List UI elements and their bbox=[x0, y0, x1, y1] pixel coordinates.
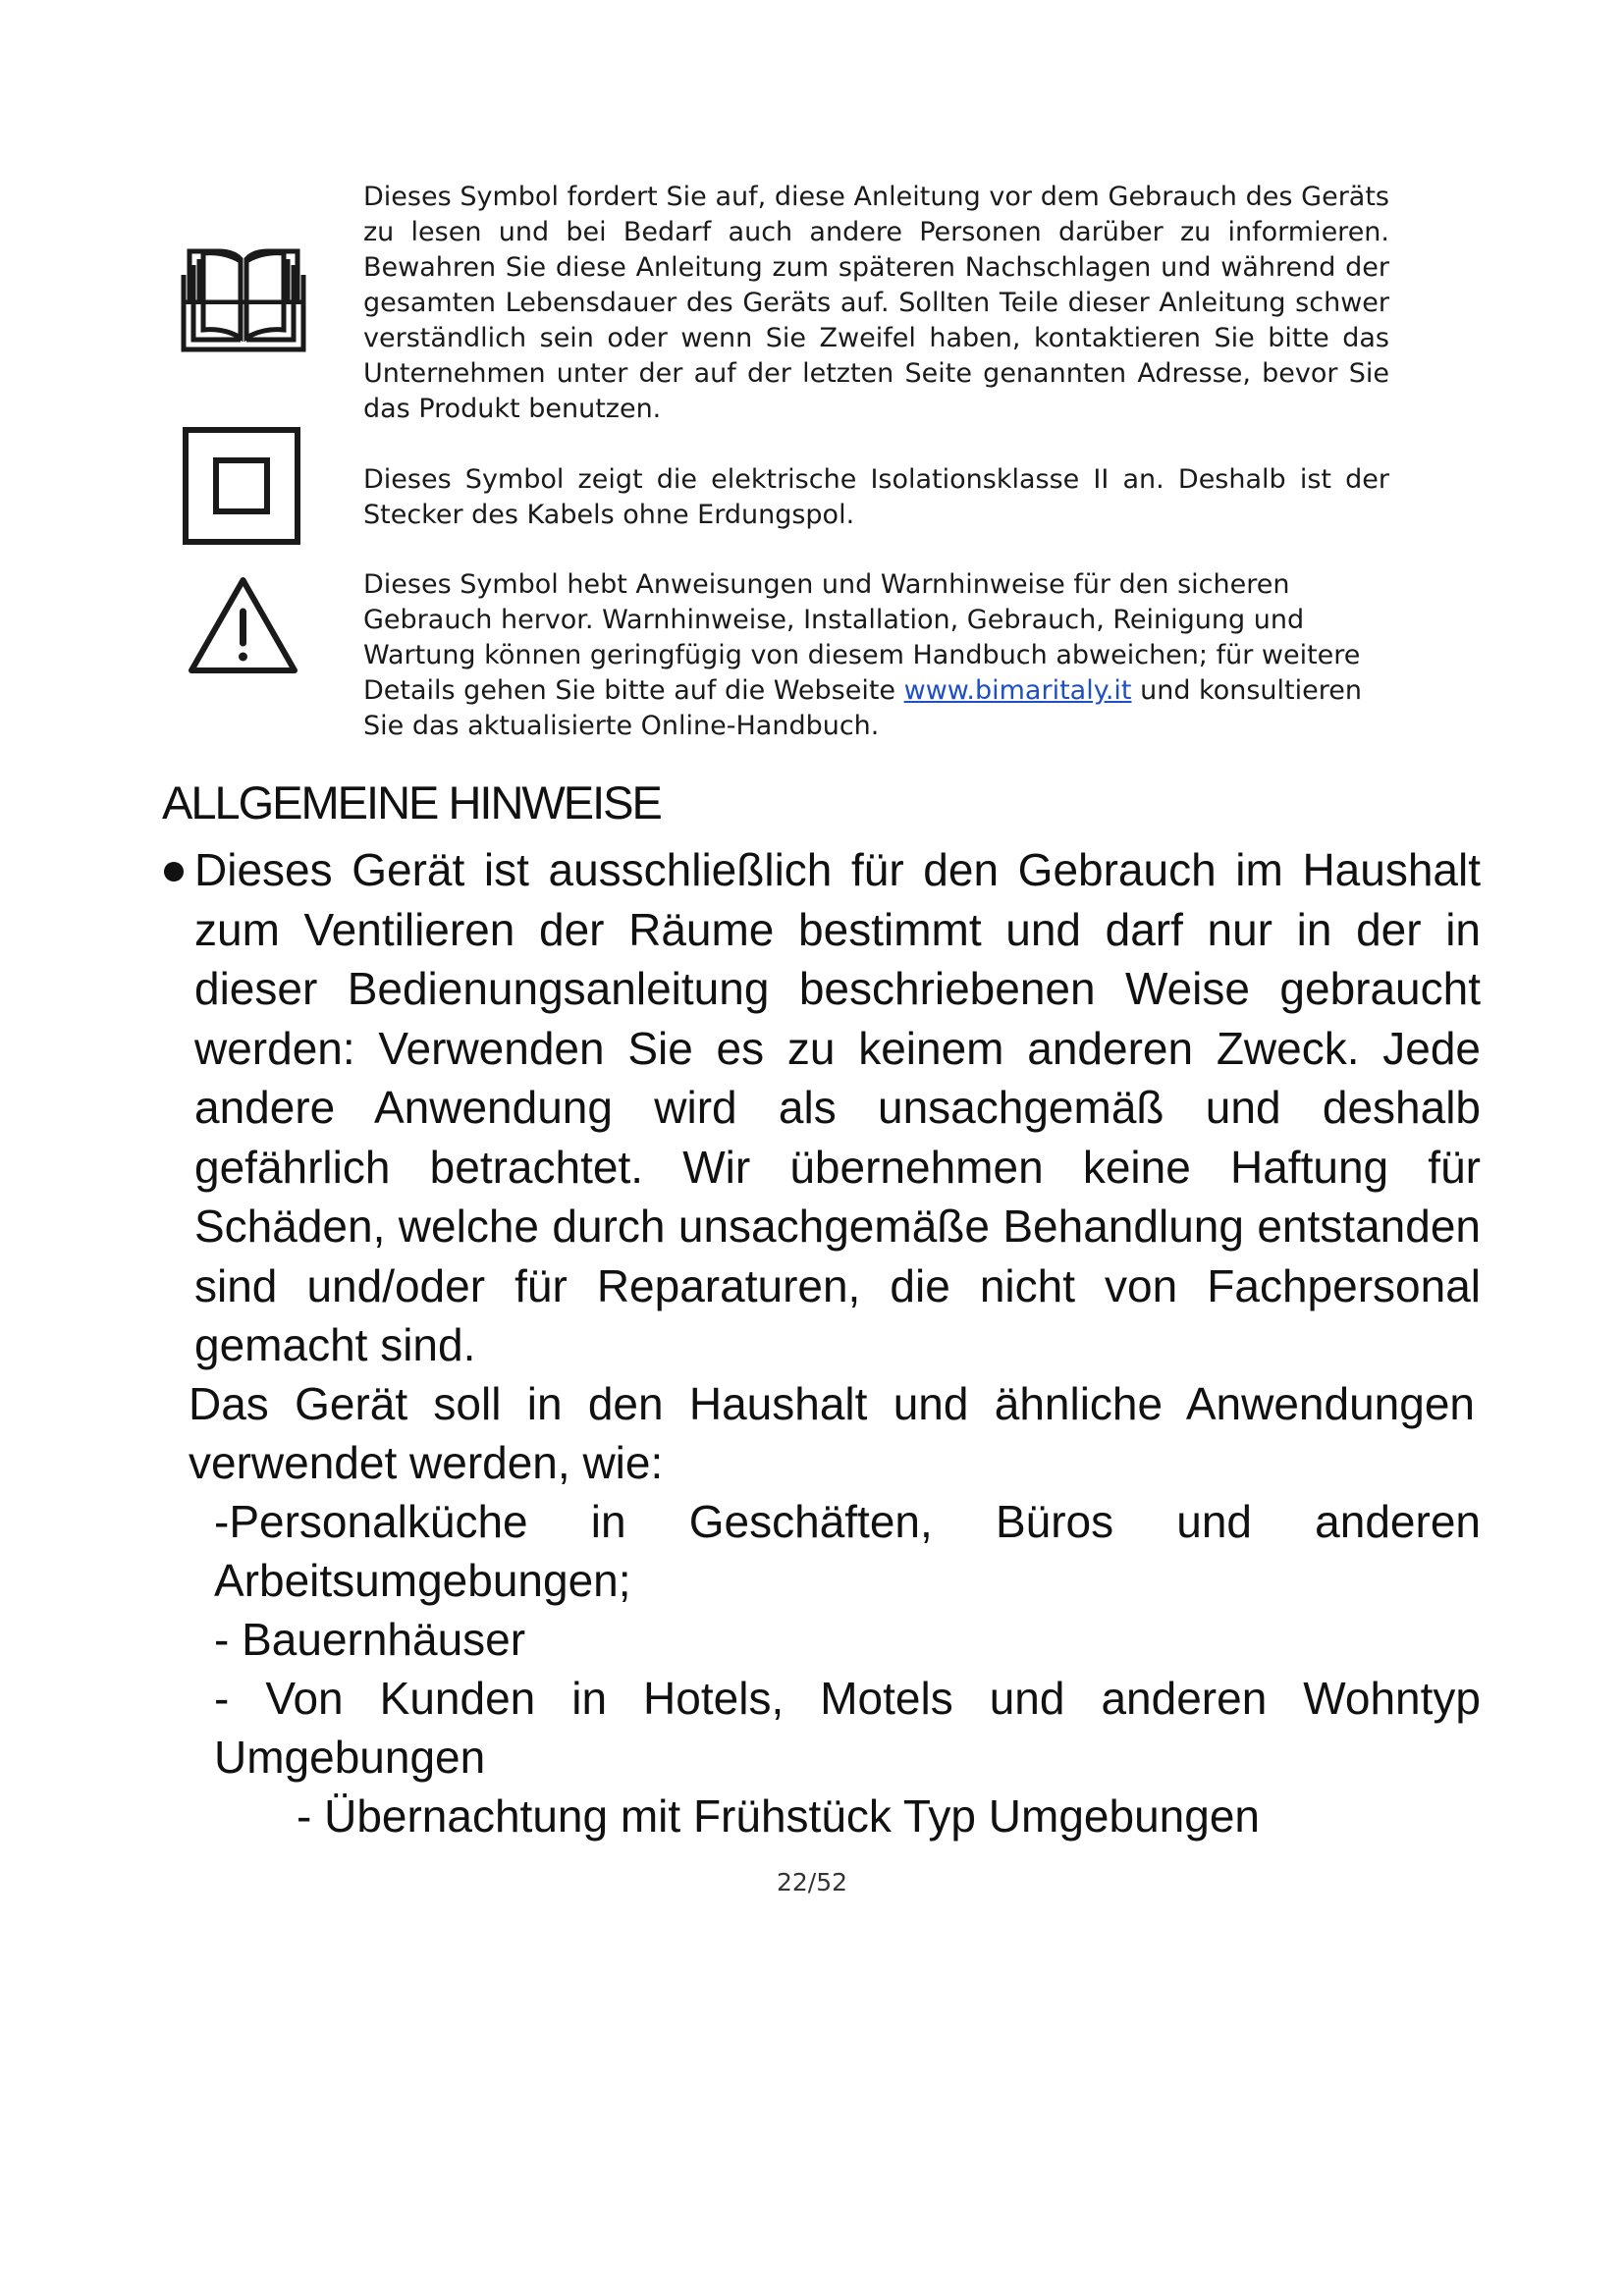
symbol-text-manual: Dieses Symbol fordert Sie auf, diese Anleitung vor dem Gebrauch des Geräts zu lesen und bei Bedarf auch andere Personen darüber zu informieren. Bewahren Sie diese Anleitung zum späteren Nachschlagen und während der gesamten Lebensdauer des Geräts auf. Sollten Teile dieser Anleitung schwer verständlich sein oder wenn Sie Zweifel haben, kontaktieren Sie bitte das Unternehmen unter der auf der letzten Seite genannten Adresse, bevor Sie das Produkt benutzen. bbox=[363, 182, 1389, 424]
bullet-dot bbox=[164, 862, 184, 881]
section-heading: ALLGEMEINE HINWEISE bbox=[162, 776, 661, 828]
usage-item-farmhouses: - Bauernhäuser bbox=[214, 1614, 526, 1665]
manual-book-icon bbox=[180, 245, 307, 357]
class-ii-insulation-icon bbox=[183, 427, 300, 549]
warning-text-end: und konsultieren Sie das aktualisierte Online-Handbuch. bbox=[363, 675, 1362, 741]
symbol-text-warning bbox=[363, 567, 1389, 744]
page-number: 22/52 bbox=[776, 1868, 848, 1896]
usage-intro: Das Gerät soll in den Haushalt und ähnliche Anwendungen verwendet werden, wie: bbox=[189, 1378, 1475, 1488]
usage-item-office: -Personalküche in Geschäften, Büros und anderen Arbeitsumgebungen; bbox=[214, 1496, 1481, 1606]
bullet-paragraph: Dieses Gerät ist ausschließlich für den Gebrauch im Haushalt zum Ventilieren der Räume bestimmt und darf nur in der in dieser Bedienungsanleitung beschriebenen Weise gebraucht werden: Verwenden Sie es zu keinem anderen Zweck. Jede andere Anwendung wird als unsachgemäß und deshalb gefährlich betrachtet. Wir übernehmen keine Haftung für Schäden, welche durch unsachgemäße Behandlung entstanden sind und/oder für Reparaturen, die nicht von Fachpersonal gemacht sind. bbox=[194, 844, 1481, 1370]
symbol-text-insulation: Dieses Symbol zeigt die elektrische Isolationsklasse II an. Deshalb ist der Stecker des Kabels ohne Erdungspol. bbox=[363, 464, 1389, 530]
warning-triangle-icon bbox=[187, 574, 299, 680]
usage-item-hotels: - Von Kunden in Hotels, Motels und anderen Wohntyp Umgebungen bbox=[214, 1673, 1481, 1783]
website-link[interactable]: www.bimaritaly.it bbox=[903, 675, 1132, 706]
warning-text: Dieses Symbol hebt Anweisungen und Warnhinweise für den sicheren Gebrauch hervor. Warnhinweise, Installation, Gebrauch, Reinigung und Wartung können geringfügig von diesem Handbuch abweichen; für weitere Details gehen Sie bitte auf die Webseite bbox=[363, 569, 1361, 706]
usage-item-bnb: - Übernachtung mit Frühstück Typ Umgebungen bbox=[297, 1790, 1260, 1842]
